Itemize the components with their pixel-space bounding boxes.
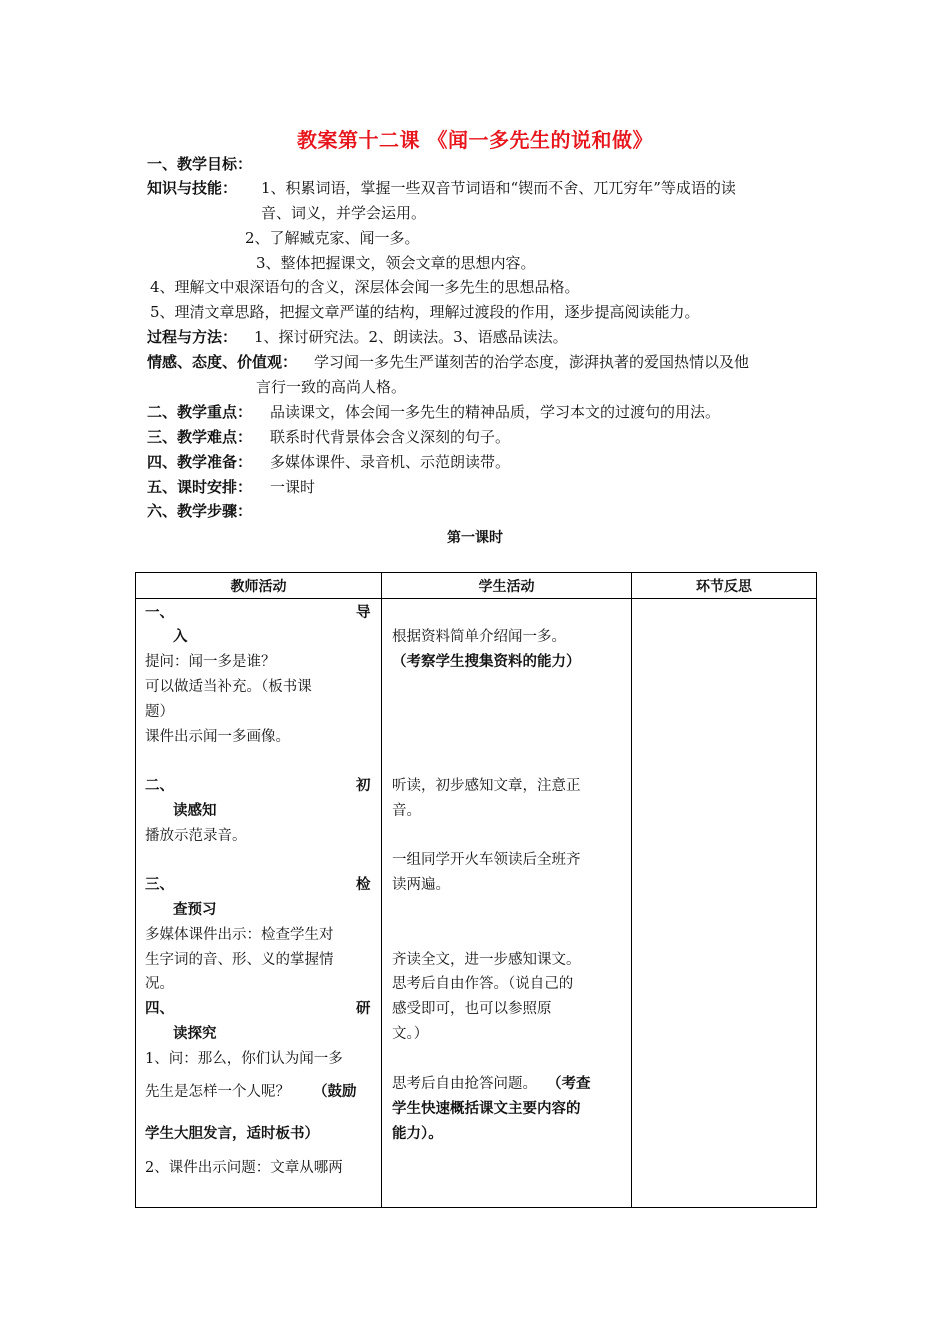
knowledge-item-5: 5、理清文章思路，把握文章严谨的结构，理解过渡段的作用，逐步提高阅读能力。 bbox=[150, 303, 700, 321]
reflection-cell bbox=[632, 599, 817, 1208]
table-header-row bbox=[136, 573, 817, 599]
knowledge-item-4: 4、理解文中艰深语句的含义，深层体会闻一多先生的思想品格。 bbox=[150, 278, 580, 296]
session-title: 第一课时 bbox=[447, 530, 503, 546]
student-line: 音。 bbox=[392, 803, 421, 819]
header-teacher: 教师活动 bbox=[136, 573, 382, 599]
student-line: 思考后自由作答。（说自己的 bbox=[392, 976, 574, 992]
steps-label: 六、教学步骤： bbox=[147, 502, 253, 520]
teacher-note: （鼓励 bbox=[313, 1084, 357, 1100]
key-point-label: 二、教学重点： bbox=[147, 403, 253, 421]
schedule-label: 五、课时安排： bbox=[147, 478, 253, 496]
section-2-number: 二、 bbox=[145, 778, 174, 794]
objectives-heading: 一、教学目标： bbox=[147, 155, 253, 173]
student-note: 能力）。 bbox=[392, 1126, 443, 1142]
section-1-title: 入 bbox=[173, 629, 188, 645]
student-line: 一组同学开火车领读后全班齐 bbox=[392, 852, 581, 868]
section-3-number: 三、 bbox=[145, 877, 174, 893]
knowledge-item-1b: 音、词义，并学会运用。 bbox=[261, 204, 427, 222]
student-cell bbox=[382, 599, 632, 1208]
teacher-line: 提问：闻一多是谁？ bbox=[145, 654, 276, 670]
teacher-line: 播放示范录音。 bbox=[145, 828, 247, 844]
page-title: 教案第十二课 《闻一多先生的说和做》 bbox=[297, 128, 653, 152]
section-4-number: 四、 bbox=[145, 1001, 174, 1017]
schedule-text: 一课时 bbox=[270, 478, 316, 496]
teacher-line: 可以做适当补充。（板书课 bbox=[145, 679, 312, 695]
preparation-label: 四、教学准备： bbox=[147, 453, 253, 471]
difficulty-text: 联系时代背景体会含义深刻的句子。 bbox=[270, 428, 511, 446]
header-student: 学生活动 bbox=[382, 573, 632, 599]
teacher-line: 多媒体课件出示：检查学生对 bbox=[145, 927, 334, 943]
student-line: 感受即可，也可以参照原 bbox=[392, 1001, 552, 1017]
knowledge-label: 知识与技能： bbox=[147, 179, 238, 197]
process-label: 过程与方法： bbox=[147, 328, 238, 346]
section-2-title: 读感知 bbox=[173, 803, 217, 819]
teacher-note: 学生大胆发言，适时板书） bbox=[145, 1126, 319, 1142]
knowledge-item-2: 2、了解臧克家、闻一多。 bbox=[245, 229, 420, 247]
knowledge-item-1a: 1、积累词语，掌握一些双音节词语和“锲而不舍、兀兀穷年”等成语的读 bbox=[261, 179, 736, 197]
section-3-title: 查预习 bbox=[173, 902, 217, 918]
process-text: 1、探讨研究法。2、朗读法。3、语感品读法。 bbox=[254, 328, 568, 346]
lesson-table bbox=[135, 572, 817, 1208]
student-note: 学生快速概括课文主要内容的 bbox=[392, 1101, 581, 1117]
header-reflection: 环节反思 bbox=[632, 573, 817, 599]
teacher-line: 2、课件出示问题：文章从哪两 bbox=[145, 1160, 343, 1176]
section-1-number: 一、 bbox=[145, 605, 174, 621]
student-line: 听读，初步感知文章，注意正 bbox=[392, 778, 581, 794]
student-line: 思考后自由抢答问题。 bbox=[392, 1076, 537, 1092]
student-note: （考察学生搜集资料的能力） bbox=[392, 654, 581, 670]
teacher-line: 1、问：那么，你们认为闻一多 bbox=[145, 1051, 343, 1067]
section-1-char: 导 bbox=[356, 605, 371, 621]
teacher-line: 生字词的音、形、义的掌握情 bbox=[145, 952, 334, 968]
difficulty-label: 三、教学难点： bbox=[147, 428, 253, 446]
emotion-text-a: 学习闻一多先生严谨刻苦的治学态度，澎湃执著的爱国热情以及他 bbox=[314, 353, 750, 371]
table-body-row bbox=[136, 599, 817, 1208]
teacher-line: 先生是怎样一个人呢？ bbox=[145, 1084, 290, 1100]
student-line: 根据资料简单介绍闻一多。 bbox=[392, 629, 566, 645]
section-4-char: 研 bbox=[356, 1001, 371, 1017]
student-line: 文。） bbox=[392, 1026, 429, 1042]
teacher-line: 况。 bbox=[145, 976, 174, 992]
teacher-line: 题） bbox=[145, 704, 174, 720]
section-2-char: 初 bbox=[356, 778, 371, 794]
student-line: 读两遍。 bbox=[392, 877, 450, 893]
section-4-title: 读探究 bbox=[173, 1026, 217, 1042]
emotion-text-b: 言行一致的高尚人格。 bbox=[256, 378, 407, 396]
section-3-char: 检 bbox=[356, 877, 371, 893]
student-line: 齐读全文，进一步感知课文。 bbox=[392, 952, 581, 968]
knowledge-item-3: 3、整体把握课文，领会文章的思想内容。 bbox=[256, 254, 536, 272]
emotion-label: 情感、态度、价值观： bbox=[147, 353, 298, 371]
key-point-text: 品读课文，体会闻一多先生的精神品质，学习本文的过渡句的用法。 bbox=[270, 403, 721, 421]
teacher-line: 课件出示闻一多画像。 bbox=[145, 729, 290, 745]
preparation-text: 多媒体课件、录音机、示范朗读带。 bbox=[270, 453, 511, 471]
student-note: （考查 bbox=[547, 1076, 591, 1092]
teacher-cell bbox=[136, 599, 382, 1208]
